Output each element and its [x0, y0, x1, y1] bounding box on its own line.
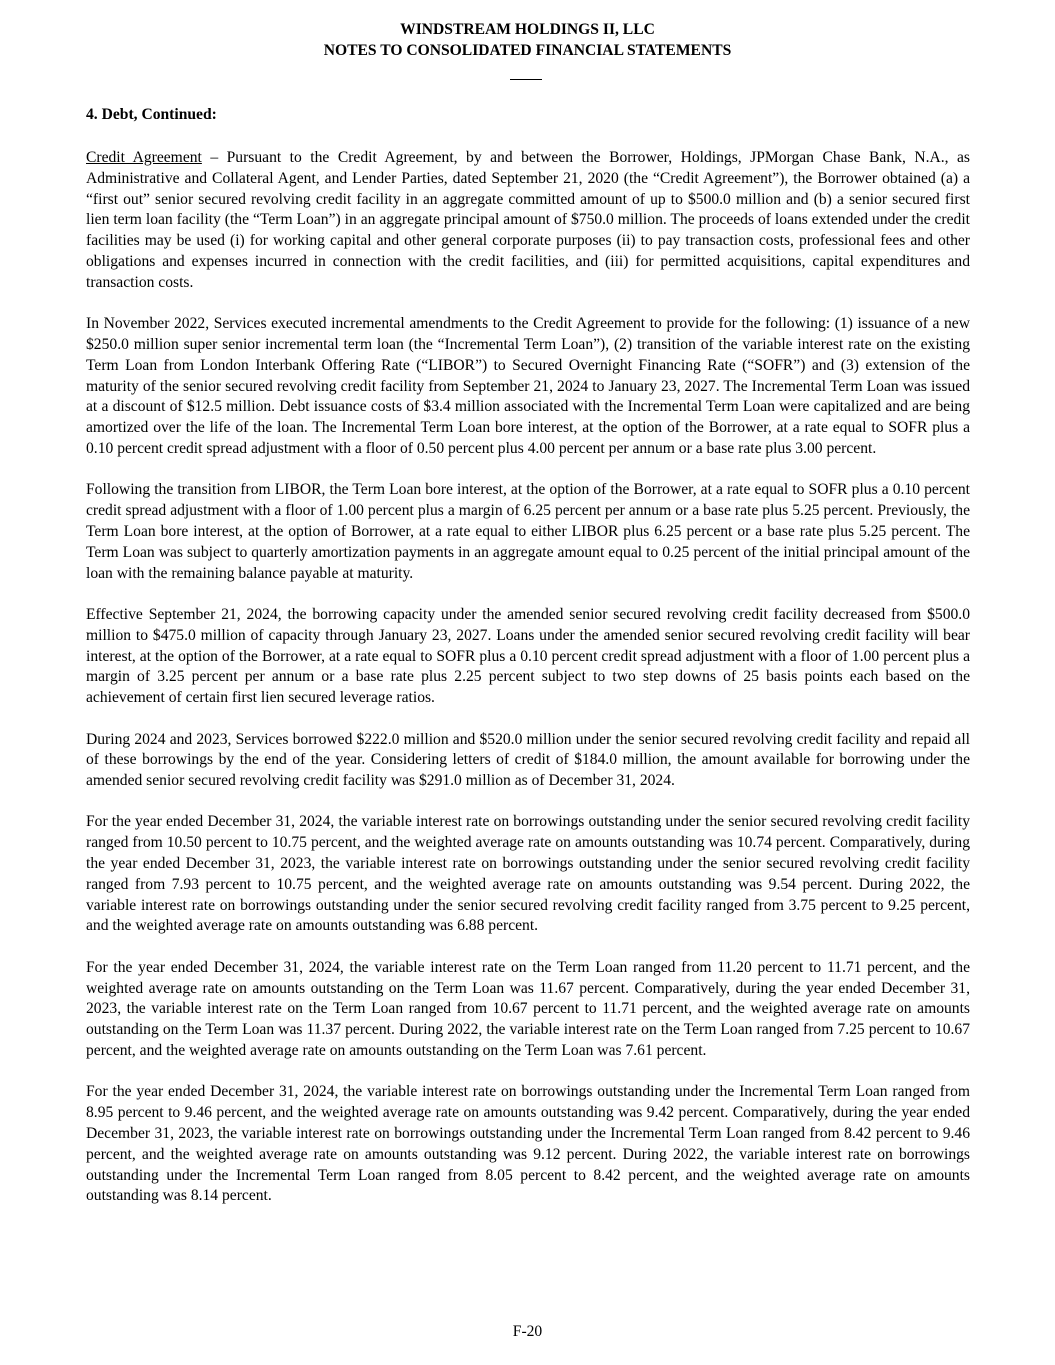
page-header	[0, 20, 1055, 61]
credit-agreement-text: – Pursuant to the Credit Agreement, by and between the Borrower, Holdings, JPMorgan Chase Bank, N.A., as Administrative and Collateral Agent, and Lender Parties, dated September 21, 2020 (the “Credit Agreement”), the Borrower obtained (a) a “first out” senior secured revolving credit facility in an aggregate committed amount of up to $500.0 million and (b) a senior secured first lien term loan facility (the “Term Loan”) in an aggregate principal amount of $750.0 million. The proceeds of loans extended under the credit facilities may be used (i) for working capital and other general corporate purposes (ii) to pay transaction costs, professional fees and other obligations and expenses incurred in connection with the credit facilities, and (iii) for permitted acquisitions, capital expenditures and transaction costs.	[86, 149, 970, 291]
paragraph-incremental-amendments: In November 2022, Services executed incremental amendments to the Credit Agreement to provide for the following: (1) issuance of a new $250.0 million super senior incremental term loan (the “Incremental Term Loan”), (2) transition of the variable interest rate on the existing Term Loan from London Interbank Offering Rate (“LIBOR”) to Secured Overnight Financing Rate (“SOFR”) and (3) extension of the maturity of the senior secured revolving credit facility from September 21, 2024 to January 23, 2027. The Incremental Term Loan was issued at a discount of $12.5 million. Debt issuance costs of $3.4 million associated with the Incremental Term Loan were capitalized and are being amortized over the life of the loan. The Incremental Term Loan bore interest, at the option of the Borrower, at a rate equal to SOFR plus a 0.10 percent credit spread adjustment with a floor of 0.50 percent plus 4.00 percent per annum or a base rate plus 3.00 percent.	[86, 315, 970, 457]
header-divider	[510, 79, 542, 80]
paragraph-term-loan-rates: For the year ended December 31, 2024, the variable interest rate on the Term Loan ranged from 11.20 percent to 11.71 percent, and the weighted average rate on amounts outstanding on the Term Loan was 11.67 percent. Comparatively, during the year ended December 31, 2023, the variable interest rate on the Term Loan ranged from 10.67 percent to 11.71 percent, and the weighted average rate on amounts outstanding on the Term Loan was 11.37 percent. During 2022, the variable interest rate on the Term Loan ranged from 7.25 percent to 10.67 percent, and the weighted average rate on amounts outstanding on the Term Loan was 7.61 percent.	[86, 958, 970, 1060]
paragraph-borrowings: During 2024 and 2023, Services borrowed $222.0 million and $520.0 million under the senior secured revolving credit facility and repaid all of these borrowings by the end of the year. Considering letters of credit of $184.0 million, the amount available for borrowing under the amended senior secured revolving credit facility was $291.0 million as of December 31, 2024.	[86, 730, 970, 790]
page-number: F-20	[512, 1323, 543, 1340]
company-name: WINDSTREAM HOLDINGS II, LLC	[400, 21, 655, 38]
paragraph-borrowing-capacity: Effective September 21, 2024, the borrowing capacity under the amended senior secured revolving credit facility decreased from $500.0 million to $475.0 million of capacity through January 23, 2027. Loans under the amended senior secured revolving credit facility will bear interest, at the option of the Borrower, at a rate equal to SOFR plus a 0.10 percent credit spread adjustment with a floor of 1.00 percent plus a margin of 3.25 percent per annum or a base rate plus 2.25 percent subject to two step downs of 25 basis points each based on the achievement of certain first lien secured leverage ratios.	[86, 605, 970, 707]
paragraph-revolver-rates: For the year ended December 31, 2024, the variable interest rate on borrowings outstanding under the senior secured revolving credit facility ranged from 10.50 percent to 10.75 percent, and the weighted average rate on amounts outstanding was 10.74 percent. Comparatively, during the year ended December 31, 2023, the variable interest rate on borrowings outstanding under the senior secured revolving credit facility ranged from 7.93 percent to 10.75 percent, and the weighted average rate on amounts outstanding was 9.54 percent. During 2022, the variable interest rate on borrowings outstanding under the senior secured revolving credit facility ranged from 3.75 percent to 9.25 percent, and the weighted average rate on amounts outstanding was 6.88 percent.	[86, 813, 970, 935]
notes-body	[86, 148, 970, 1228]
paragraph-incremental-term-loan-rates: For the year ended December 31, 2024, the variable interest rate on borrowings outstanding under the Incremental Term Loan ranged from 8.95 percent to 9.46 percent, and the weighted average rate on amounts outstanding was 9.42 percent. Comparatively, during the year ended December 31, 2023, the variable interest rate on borrowings outstanding under the Incremental Term Loan ranged from 8.42 percent to 9.46 percent, and the weighted average rate on amounts outstanding was 9.12 percent. During 2022, the variable interest rate on borrowings outstanding under the Incremental Term Loan ranged from 8.05 percent to 8.42 percent, and the weighted average rate on amounts outstanding was 8.14 percent.	[86, 1083, 970, 1205]
section-heading: 4. Debt, Continued:	[86, 106, 217, 123]
credit-agreement-term: Credit Agreement	[86, 149, 202, 166]
paragraph-credit-agreement	[86, 148, 970, 294]
statement-title: NOTES TO CONSOLIDATED FINANCIAL STATEMENTS	[323, 41, 732, 59]
paragraph-libor-transition: Following the transition from LIBOR, the Term Loan bore interest, at the option of the Borrower, at a rate equal to SOFR plus a 0.10 percent credit spread adjustment with a floor of 1.00 percent plus a margin of 6.25 percent per annum or a base rate plus 5.25 percent. Previously, the Term Loan bore interest, at the option of Borrower, at a rate equal to either LIBOR plus 6.25 percent or a base rate plus 5.25 percent. The Term Loan was subject to quarterly amortization payments in an aggregate amount equal to 0.25 percent of the initial principal amount of the loan with the remaining balance payable at maturity.	[86, 481, 970, 582]
